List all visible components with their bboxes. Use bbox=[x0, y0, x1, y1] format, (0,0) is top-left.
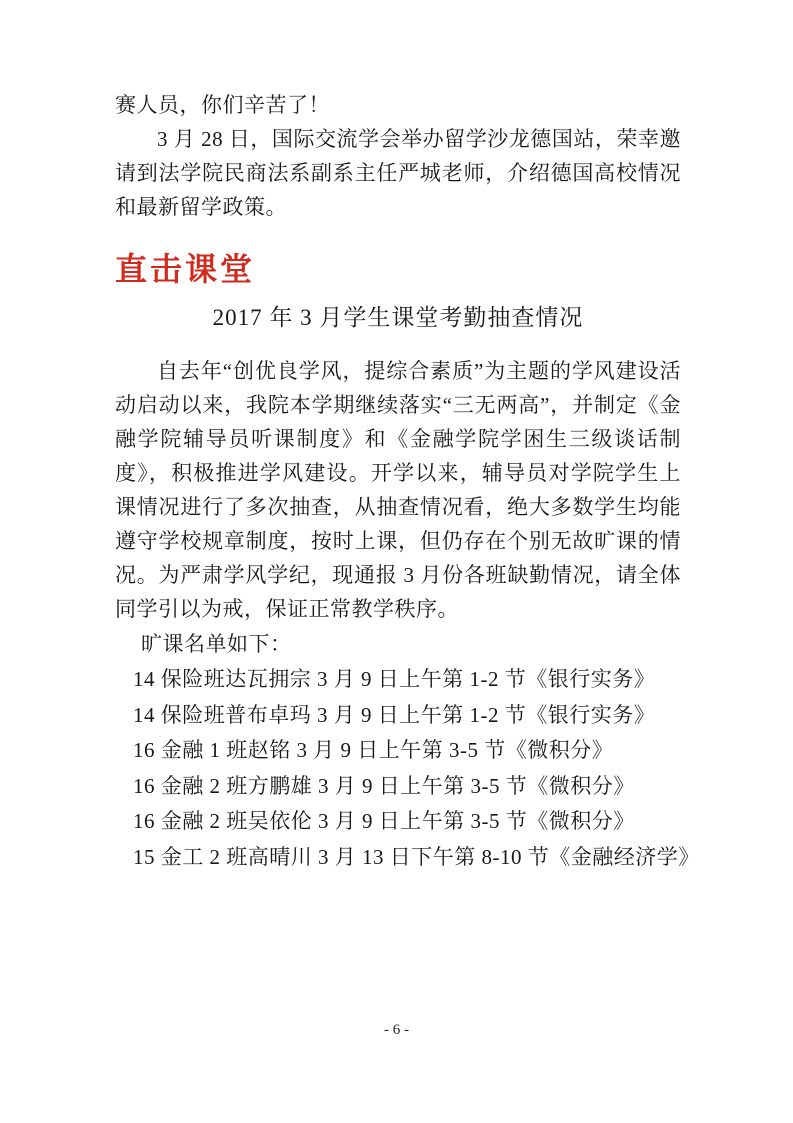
article-body-paragraph: 自去年“创优良学风，提综合素质”为主题的学风建设活动启动以来，我院本学期继续落实“三无两高”，并制定《金融学院辅导员听课制度》和《金融学院学困生三级谈话制度》，积极推进学风建设。开学以来，辅导员对学院学生上课情况进行了多次抽查，从抽查情况看，绝大多数学生均能遵守学校规章制度，按时上课，但仍存在个别无故旷课的情况。为严肃学风学纪，现通报 3 月份各班缺勤情况，请全体同学引以为戒，保证正常教学秩序。 bbox=[115, 359, 681, 621]
intro-paragraph-1: 赛人员，你们辛苦了！ bbox=[115, 93, 330, 117]
absence-list-item: 14 保险班达瓦拥宗 3 月 9 日上午第 1-2 节《银行实务》 bbox=[133, 667, 656, 691]
absence-list-item: 15 金工 2 班高晴川 3 月 13 日下午第 8-10 节《金融经济学》 bbox=[133, 844, 700, 869]
absence-list-item: 14 保险班普布卓玛 3 月 9 日上午第 1-2 节《银行实务》 bbox=[133, 702, 656, 727]
absence-list-item: 16 金融 2 班方鹏雄 3 月 9 日上午第 3-5 节《微积分》 bbox=[133, 773, 635, 798]
absence-list-intro: 旷课名单如下： bbox=[141, 632, 292, 656]
absence-list-item: 16 金融 2 班吴依伦 3 月 9 日上午第 3-5 节《微积分》 bbox=[133, 809, 635, 833]
absence-list-item: 16 金融 1 班赵铭 3 月 9 日上午第 3-5 节《微积分》 bbox=[133, 738, 614, 762]
absence-list bbox=[115, 662, 700, 875]
page-content bbox=[115, 88, 700, 875]
page-number: - 6 - bbox=[384, 1022, 409, 1038]
section-heading: 直击课堂 bbox=[115, 251, 256, 287]
intro-paragraph-2: 3 月 28 日，国际交流学会举办留学沙龙德国站，荣幸邀请到法学院民商法系副系主任严城老师，介绍德国高校情况和最新留学政策。 bbox=[115, 127, 681, 219]
article-title: 2017 年 3 月学生课堂考勤抽查情况 bbox=[212, 305, 584, 330]
